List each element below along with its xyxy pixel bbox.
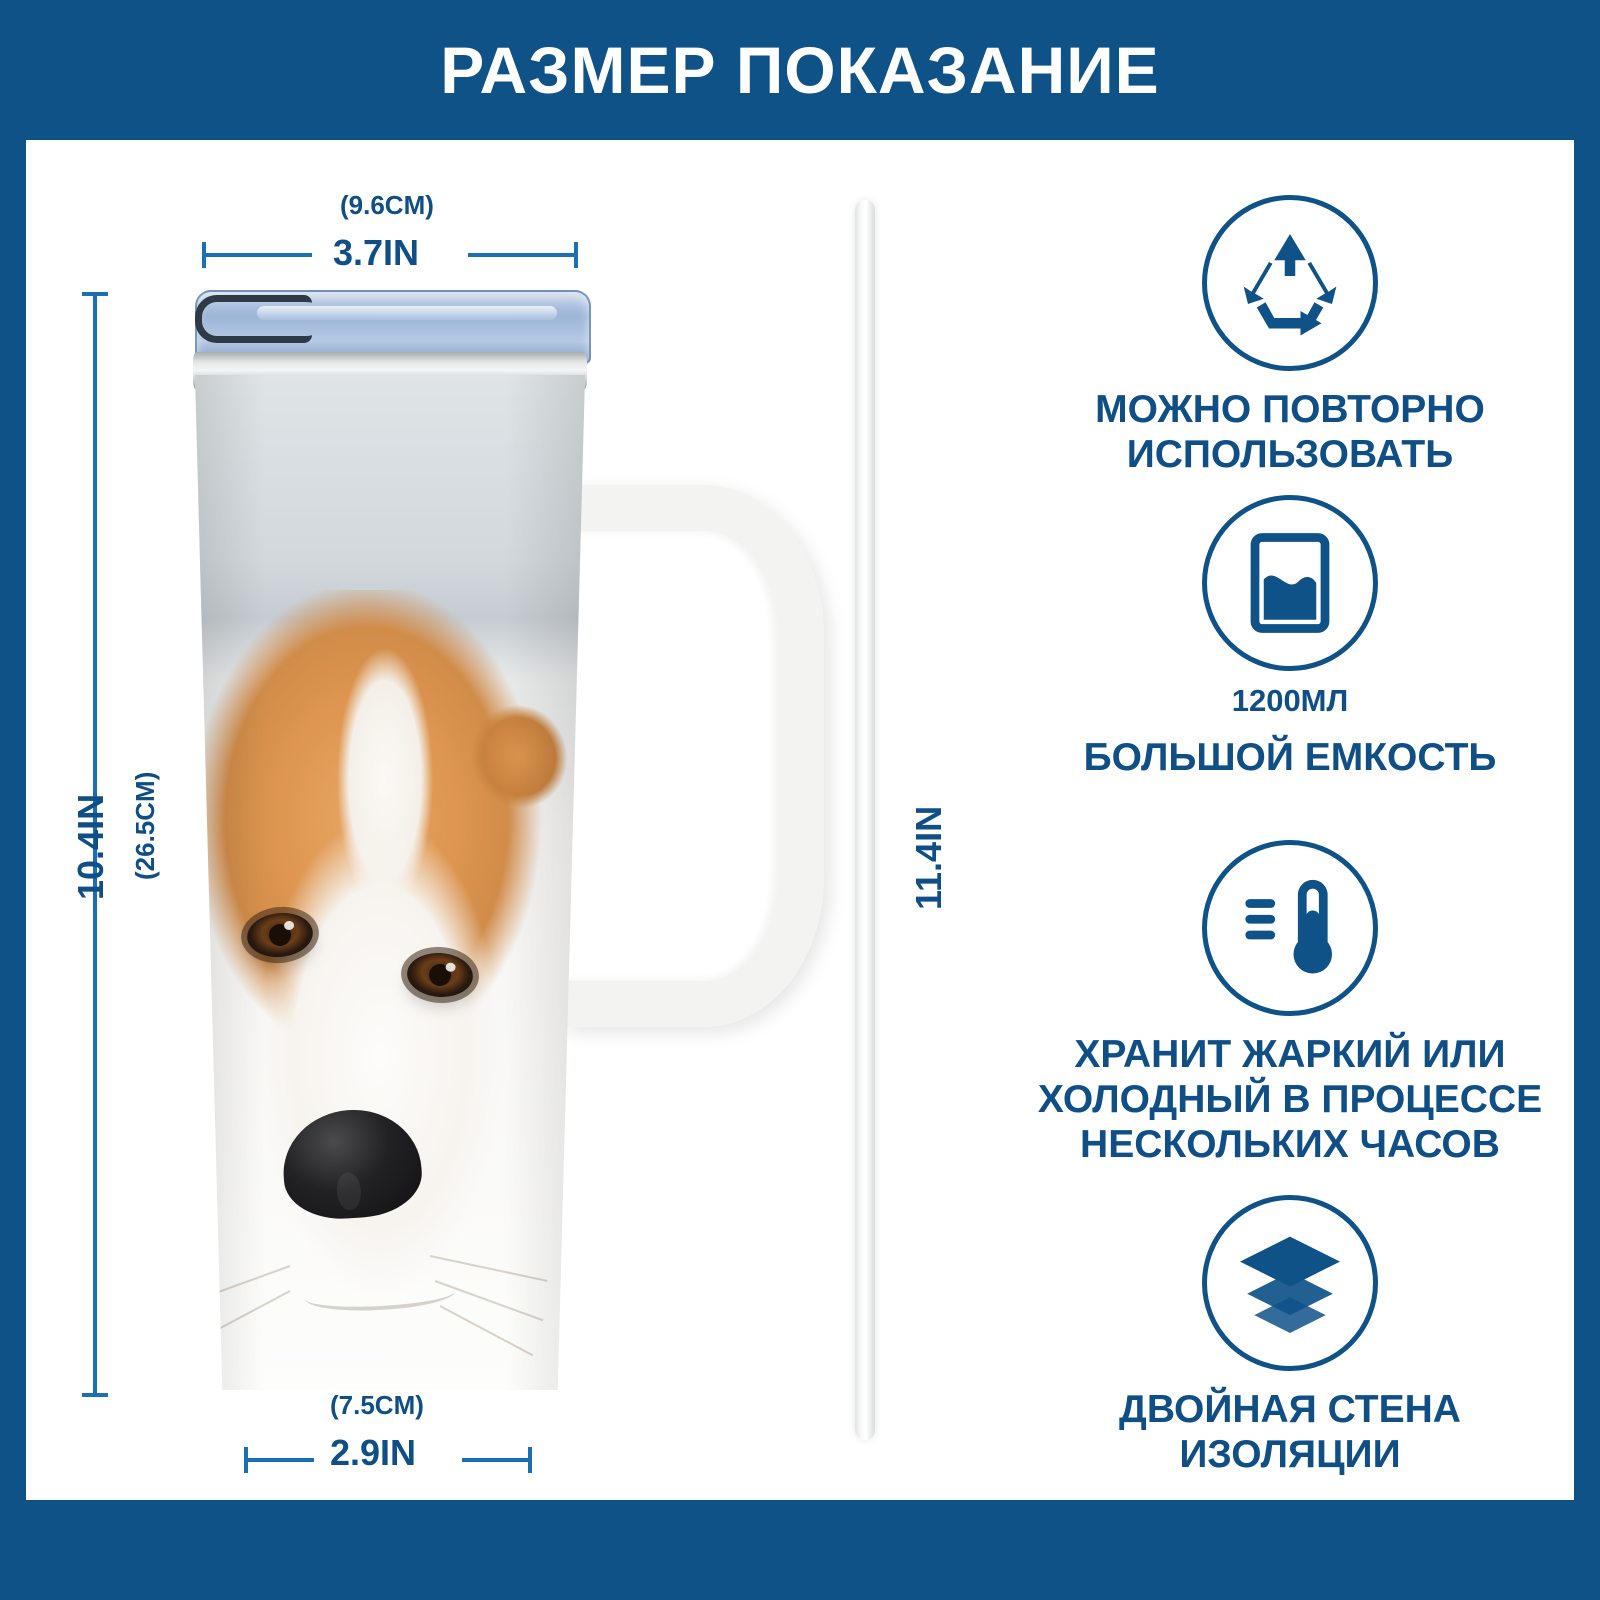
- tumbler-illustration: [185, 280, 805, 1410]
- bottom-width-line-left: [244, 1458, 314, 1462]
- feature-temperature-caption: ХРАНИТ ЖАРКИЙ ИЛИ ХОЛОДНЫЙ В ПРОЦЕССЕ НЕСКОЛЬКИХ ЧАСОВ: [1037, 1033, 1543, 1166]
- feature-capacity-caption: БОЛЬШОЙ ЕМКОСТЬ: [1083, 736, 1497, 779]
- top-width-line-right: [468, 253, 578, 257]
- straw-length-label: 11.4IN: [908, 805, 949, 910]
- feature-reusable: [1010, 195, 1570, 477]
- bottom-width-cm-label: (7.5CM): [330, 1390, 424, 1420]
- top-width-line-left: [202, 253, 312, 257]
- top-width-cap-right: [574, 242, 578, 268]
- footer-bar: [0, 1500, 1600, 1600]
- height-cm-label: (26.5CM): [130, 771, 160, 880]
- tumbler-body: [195, 375, 585, 1390]
- straw-illustration: [855, 200, 875, 1440]
- top-width-in-label: 3.7IN: [333, 232, 420, 273]
- left-border: [0, 0, 26, 1600]
- height-in-label: 10.4IN: [70, 793, 111, 900]
- layers-icon: [1202, 1195, 1378, 1371]
- feature-double-wall: [1010, 1195, 1570, 1477]
- thermometer-icon: [1202, 840, 1378, 1016]
- feature-capacity-value: 1200МЛ: [1231, 683, 1349, 718]
- bottom-width-line-right: [462, 1458, 532, 1462]
- water-glass-icon: [1202, 495, 1378, 671]
- bottom-width-cap-left: [244, 1447, 248, 1473]
- right-border: [1574, 0, 1600, 1600]
- bottom-width-in-label: 2.9IN: [330, 1432, 417, 1473]
- lid-flip-tab: [195, 295, 312, 343]
- top-width-cm-label: (9.6CM): [340, 190, 434, 220]
- page-title: РАЗМЕР ПОКАЗАНИЕ: [440, 33, 1160, 107]
- top-width-cap-left: [202, 242, 206, 268]
- recycle-icon: [1202, 195, 1378, 371]
- height-cap-bottom: [82, 1393, 108, 1397]
- bottom-width-cap-right: [528, 1447, 532, 1473]
- feature-reusable-caption: МОЖНО ПОВТОРНО ИСПОЛЬЗОВАТЬ: [1095, 388, 1485, 476]
- height-cap-top: [82, 292, 108, 296]
- tumbler-handle: [563, 485, 824, 1027]
- feature-capacity: [1010, 495, 1570, 780]
- feature-double-wall-caption: ДВОЙНАЯ СТЕНА ИЗОЛЯЦИИ: [1119, 1388, 1461, 1476]
- feature-temperature: [1010, 840, 1570, 1167]
